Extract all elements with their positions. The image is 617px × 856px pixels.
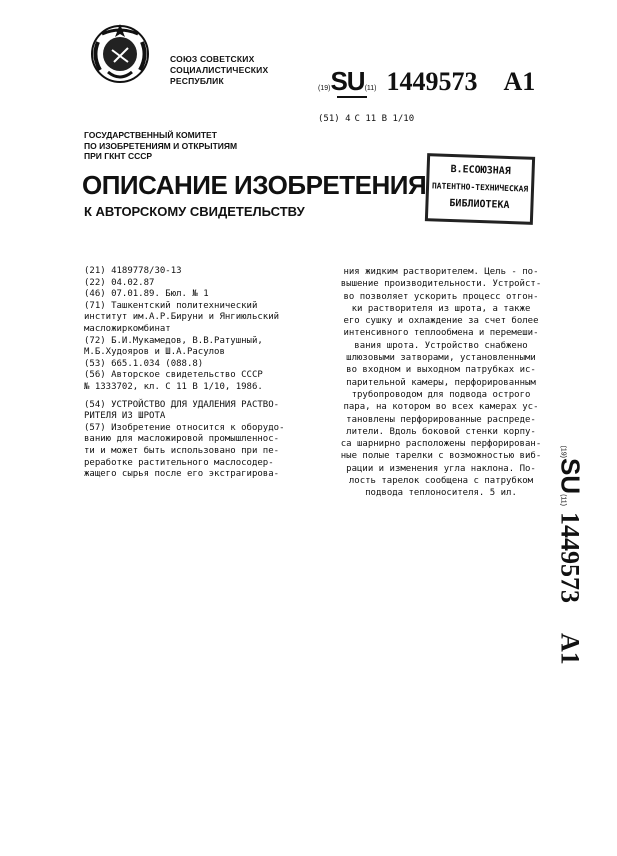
abstract-line: ки растворителя из шрота, а также (351, 303, 531, 314)
stamp-line-2: ПАТЕНТНО-ТЕХНИЧЕСКАЯ (431, 181, 529, 194)
abstract-line: подвода теплоносителя. 5 ил. (365, 488, 517, 499)
committee (84, 130, 237, 162)
biblio-line: (56) Авторское свидетельство СССР (84, 370, 263, 381)
side-code-11: (11) (559, 494, 567, 507)
ussr-emblem-icon (88, 22, 152, 86)
claim-title-line: РИТЕЛЯ ИЗ ШРОТА (84, 411, 166, 422)
abstract-line: во входном и выходном патрубках ис- (346, 365, 536, 376)
claim-title-line: (54) УСТРОЙСТВО ДЛЯ УДАЛЕНИЯ РАСТВО- (84, 399, 280, 410)
committee-line-1: ГОСУДАРСТВЕННЫЙ КОМИТЕТ (84, 130, 217, 140)
union-line-1: СОЮЗ СОВЕТСКИХ (170, 54, 255, 64)
abstract-line: вышение производительности. Устройст- (340, 279, 542, 290)
right-column (332, 266, 550, 500)
abstract-line: ные полые тарелки с возможностью виб- (340, 451, 542, 462)
abstract-line: парительной камеры, перфорированным (346, 377, 536, 388)
patent-number: 1449573 (386, 67, 478, 96)
stamp-line-1: В.ЕСОЮЗНАЯ (450, 163, 511, 178)
abstract-line: вания шрота. Устройство снабжено (354, 340, 528, 351)
abstract-line: жащего сырья после его экстрагирова- (84, 469, 280, 480)
abstract-line: интенсивного теплообмена и перемеши- (343, 328, 539, 339)
code-19: (19) (318, 85, 331, 92)
abstract-line: ния жидким растворителем. Цель - по- (343, 267, 539, 277)
side-country-code: SU (555, 457, 586, 495)
biblio-line: (71) Ташкентский политехнический (84, 300, 258, 311)
country-code-underline (337, 96, 367, 98)
abstract-line: ти и может быть использовано при пе- (84, 445, 280, 456)
abstract-line: лители. Вдоль боковой стенки корпу- (346, 426, 536, 437)
abstract-line: тановлены перфорированные распреде- (346, 414, 536, 425)
biblio-line: № 1333702, кл. С 11 В 1/10, 1986. (84, 381, 263, 392)
abstract-line: са шарнирно расположены перфорирован- (340, 439, 542, 450)
abstract-line: его сушку и охлаждение за счет более (343, 316, 539, 327)
abstract-line: шлюзовыми затворами, установленными (346, 353, 536, 364)
side-code-19: (19) (559, 445, 567, 458)
union-line-2: СОЦИАЛИСТИЧЕСКИХ (170, 65, 269, 75)
side-patent-kind: A1 (555, 633, 585, 665)
abstract-line: пара, на котором во всех камерах ус- (343, 402, 539, 413)
abstract-line: трубопроводом для подвода острого (351, 389, 531, 400)
abstract-line: лость тарелок сообщена с патрубком (348, 476, 534, 487)
union-line-3: РЕСПУБЛИК (170, 76, 224, 86)
committee-line-3: ПРИ ГКНТ СССР (84, 151, 153, 161)
code-11: (11) (364, 85, 377, 92)
stamp-line-3: БИБЛИОТЕКА (449, 197, 510, 212)
biblio-line: масложиркомбинат (84, 323, 171, 334)
country-code: SU (330, 66, 365, 96)
abstract-line: (57) Изобретение относится к оборудо- (84, 422, 285, 433)
abstract-line: рации и изменения угла наклона. По- (346, 463, 536, 474)
abstract-line: реработке растительного маслосодер- (84, 457, 274, 468)
library-stamp (425, 153, 535, 225)
union-name (170, 54, 268, 87)
biblio-line: институт им.А.Р.Бируни и Янгиюльский (84, 312, 280, 323)
biblio-line: (72) Б.И.Мукамедов, В.В.Ратушный, (84, 335, 263, 346)
abstract-line: во позволяет ускорить процесс отгон- (343, 291, 539, 302)
side-patent-id (550, 445, 590, 710)
abstract-line: ванию для масложировой промышленнос- (84, 434, 280, 445)
biblio-line: М.Б.Худояров и Ш.А.Расулов (84, 347, 225, 358)
left-column (84, 266, 302, 481)
patent-kind: A1 (503, 67, 536, 96)
biblio-line: (21) 4189778/30-13 (84, 266, 182, 276)
mpk-code: C 11 B 1/10 (354, 114, 415, 124)
biblio-line: (46) 07.01.89. Бюл. № 1 (84, 289, 209, 300)
biblio-line: (22) 04.02.87 (84, 277, 155, 288)
classification (318, 114, 418, 124)
code-51: (51) 4 (318, 114, 351, 124)
document-subtitle: К АВТОРСКОМУ СВИДЕТЕЛЬСТВУ (84, 204, 305, 219)
patent-id-line (318, 66, 535, 97)
document-title: ОПИСАНИЕ ИЗОБРЕТЕНИЯ (82, 170, 427, 200)
committee-line-2: ПО ИЗОБРЕТЕНИЯМ И ОТКРЫТИЯМ (84, 140, 238, 151)
biblio-line: (53) 665.1.034 (088.8) (84, 358, 204, 369)
side-patent-number: 1449573 (555, 512, 585, 604)
